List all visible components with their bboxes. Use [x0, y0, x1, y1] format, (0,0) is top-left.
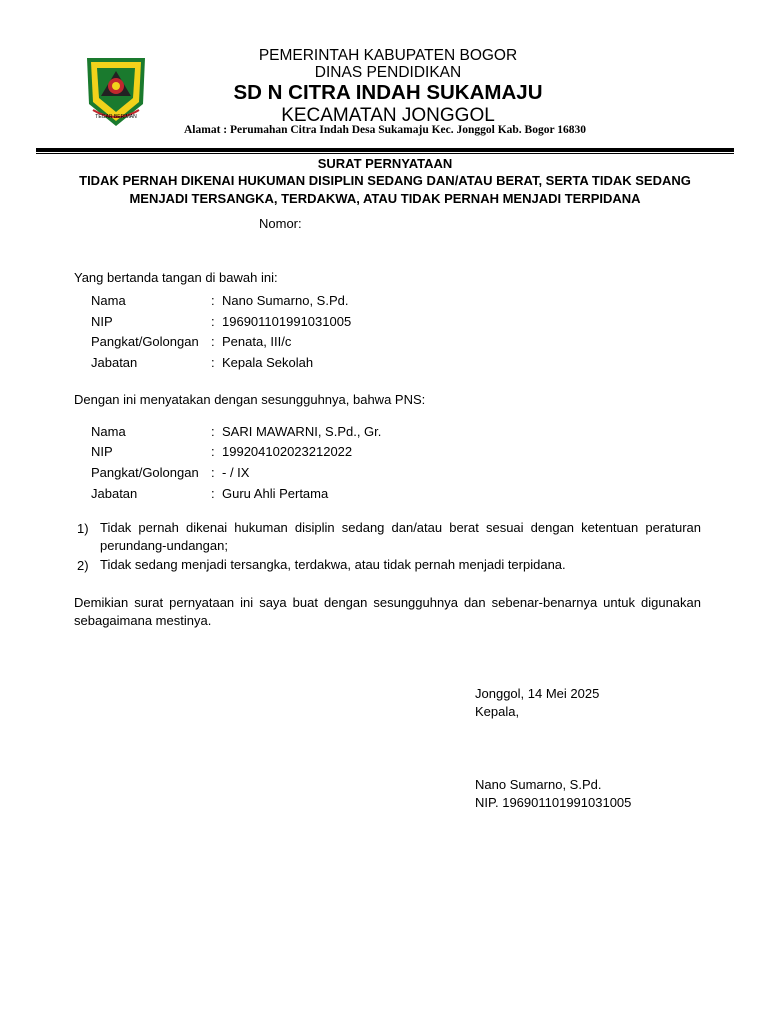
signer-position-value: Kepala Sekolah [222, 355, 314, 370]
subject-name-colon: : [211, 424, 215, 439]
subject-rank-colon: : [211, 465, 215, 480]
subject-position-colon: : [211, 486, 215, 501]
signer-rank-label: Pangkat/Golongan [91, 334, 199, 349]
point-1-text: Tidak pernah dikenai hukuman disiplin sedang dan/atau berat sesuai dengan ketentuan peraturan perundang-undangan; [100, 520, 701, 553]
header-divider-thin [36, 153, 734, 154]
signer-name-colon: : [211, 293, 215, 308]
header-government: PEMERINTAH KABUPATEN BOGOR [258, 47, 518, 64]
signer-position-colon: : [211, 355, 215, 370]
signature-nip: NIP. 196901101991031005 [475, 795, 632, 810]
header-district: KECAMATAN JONGGOL [281, 105, 495, 126]
signature-place-date: Jonggol, 14 Mei 2025 [475, 686, 600, 701]
document-subtitle-line2: MENJADI TERSANGKA, TERDAKWA, ATAU TIDAK PERNAH MENJADI TERPIDANA [129, 191, 641, 206]
regency-logo [79, 54, 153, 130]
header-address: Alamat : Perumahan Citra Indah Desa Sukamaju Kec. Jonggol Kab. Bogor 16830 [184, 124, 586, 136]
point-1-number: 1) [77, 521, 89, 536]
signature-name: Nano Sumarno, S.Pd. [475, 777, 602, 792]
point-2-text: Tidak sedang menjadi tersangka, terdakwa, atau tidak pernah menjadi terpidana. [100, 557, 566, 572]
subject-name-label: Nama [91, 424, 126, 439]
document-subtitle-line1: TIDAK PERNAH DIKENAI HUKUMAN DISIPLIN SEDANG DAN/ATAU BERAT, SERTA TIDAK SEDANG [79, 173, 691, 188]
closing-paragraph: Demikian surat pernyataan ini saya buat dengan sesungguhnya dan sebenar-benarnya untuk digunakan sebagaimana mestinya. [74, 595, 701, 628]
svg-text:TEGAR BERIMAN: TEGAR BERIMAN [95, 114, 137, 120]
signer-nip-value: 196901101991031005 [222, 314, 352, 329]
signature-position: Kepala, [475, 704, 520, 719]
subject-nip-colon: : [211, 444, 215, 459]
header-department: DINAS PENDIDIKAN [314, 64, 462, 81]
header-divider-thick [36, 148, 734, 152]
document-title: SURAT PERNYATAAN [317, 156, 453, 171]
point-2-number: 2) [77, 558, 89, 573]
header-school-name: SD N CITRA INDAH SUKAMAJU [233, 81, 543, 104]
signer-nip-label: NIP [91, 314, 113, 329]
signer-rank-colon: : [211, 334, 215, 349]
signer-name-label: Nama [91, 293, 126, 308]
signer-nip-colon: : [211, 314, 215, 329]
signer-name-value: Nano Sumarno, S.Pd. [222, 293, 349, 308]
intro-text: Yang bertanda tangan di bawah ini: [74, 270, 278, 285]
subject-nip-value: 199204102023212022 [222, 444, 353, 459]
signer-position-label: Jabatan [91, 355, 138, 370]
subject-rank-label: Pangkat/Golongan [91, 465, 199, 480]
statement-intro: Dengan ini menyatakan dengan sesungguhnya, bahwa PNS: [74, 392, 426, 407]
subject-name-value: SARI MAWARNI, S.Pd., Gr. [222, 424, 382, 439]
subject-rank-value: - / IX [222, 465, 250, 480]
signer-rank-value: Penata, III/c [222, 334, 292, 349]
subject-position-label: Jabatan [91, 486, 138, 501]
subject-nip-label: NIP [91, 444, 113, 459]
document-number: Nomor: [259, 216, 302, 231]
subject-position-value: Guru Ahli Pertama [222, 486, 329, 501]
